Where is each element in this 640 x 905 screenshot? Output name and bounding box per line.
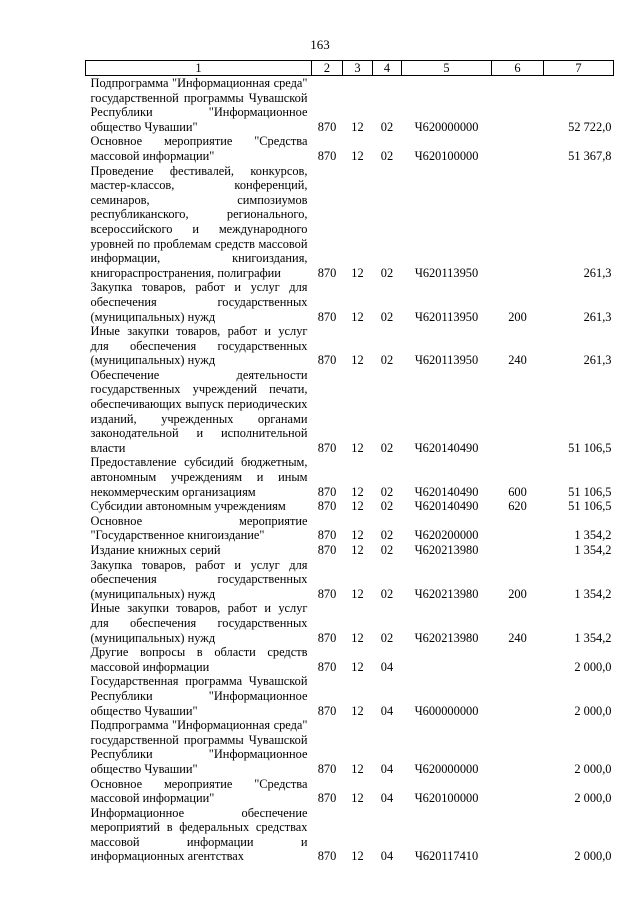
column-header-5: 5 [402, 61, 492, 76]
table-row [86, 76, 614, 135]
target-article-code: Ч620113950 [414, 265, 479, 280]
subsection-code: 02 [380, 265, 394, 280]
section-code: 12 [351, 849, 364, 864]
row-name: Основное мероприятие "Средства массовой информации" [90, 134, 308, 163]
section-code: 12 [351, 265, 364, 280]
subsection-code: 02 [380, 630, 394, 645]
target-article-code: Ч620000000 [414, 761, 479, 776]
row-name: Информационное обеспечение мероприятий в федеральных средствах массовой информации и информационных агентствах [90, 805, 308, 864]
ministry-code: 870 [317, 309, 337, 324]
target-article-code: Ч620100000 [414, 791, 479, 806]
section-code: 12 [351, 528, 364, 543]
row-name: Иные закупки товаров, работ и услуг для обеспечения государственных (муниципальных) нужд [90, 601, 308, 645]
section-code: 12 [351, 119, 364, 134]
target-article-code: Ч620213980 [414, 586, 479, 601]
subsection-code: 02 [380, 148, 394, 163]
row-name: Государственная программа Чувашской Республики "Информационное общество Чувашии" [90, 674, 308, 718]
table-row [86, 777, 614, 806]
amount-value: 261,3 [583, 265, 612, 280]
subsection-code: 02 [380, 119, 394, 134]
row-name: Субсидии автономным учреждениям [90, 499, 286, 514]
section-code: 12 [351, 791, 364, 806]
table-row [86, 514, 614, 543]
table-row [86, 601, 614, 645]
expense-type-code [492, 368, 544, 456]
ministry-code: 870 [317, 119, 337, 134]
target-article-code: Ч620140490 [414, 499, 479, 514]
target-article-code: Ч620113950 [414, 309, 479, 324]
table-row [86, 280, 614, 324]
row-name: Предоставление субсидий бюджетным, автономным учреждениям и иным некоммерческим организациям [90, 455, 308, 499]
subsection-code: 02 [380, 528, 394, 543]
section-code: 12 [351, 353, 364, 368]
target-article-code: Ч620117410 [414, 849, 479, 864]
column-header-7: 7 [544, 61, 614, 76]
amount-value: 51 106,5 [568, 484, 612, 499]
column-header-2: 2 [312, 61, 343, 76]
table-row [86, 368, 614, 456]
section-code: 12 [351, 148, 364, 163]
expense-type-code: 600 [508, 484, 527, 499]
column-header-6: 6 [492, 61, 544, 76]
expense-type-code: 240 [508, 630, 527, 645]
ministry-code: 870 [317, 353, 337, 368]
table-row [86, 455, 614, 499]
subsection-code: 02 [380, 309, 394, 324]
ministry-code: 870 [317, 265, 337, 280]
column-header-4: 4 [373, 61, 402, 76]
ministry-code: 870 [317, 849, 337, 864]
ministry-code: 870 [317, 499, 337, 514]
amount-value: 261,3 [583, 309, 612, 324]
target-article-code: Ч620213980 [414, 630, 479, 645]
target-article-code: Ч620200000 [414, 528, 479, 543]
row-name: Другие вопросы в области средств массовой информации [90, 645, 308, 674]
expense-type-code [492, 777, 544, 806]
target-article-code: Ч620213980 [414, 543, 479, 557]
ministry-code: 870 [317, 148, 337, 163]
section-code: 12 [351, 586, 364, 601]
row-name: Закупка товаров, работ и услуг для обеспечения государственных (муниципальных) нужд [90, 557, 308, 601]
amount-value: 2 000,0 [574, 659, 612, 674]
ministry-code: 870 [317, 791, 337, 806]
amount-value: 2 000,0 [574, 761, 612, 776]
page-number: 163 [310, 37, 330, 52]
expense-type-code [492, 76, 544, 135]
budget-table [85, 60, 614, 864]
table-body [86, 76, 614, 865]
subsection-code: 04 [380, 659, 394, 674]
row-name: Основное мероприятие "Средства массовой информации" [90, 776, 308, 806]
row-name: Закупка товаров, работ и услуг для обеспечения государственных (муниципальных) нужд [90, 280, 308, 324]
row-name: Подпрограмма "Информационная среда" государственной программы Чувашской Республики "Информационное общество Чувашии" [90, 718, 308, 776]
expense-type-code [492, 134, 544, 163]
amount-value: 51 367,8 [568, 148, 612, 163]
subsection-code: 02 [380, 499, 394, 514]
section-code: 12 [351, 659, 364, 674]
ministry-code: 870 [317, 659, 337, 674]
row-name: Иные закупки товаров, работ и услуг для обеспечения государственных (муниципальных) нужд [90, 324, 308, 368]
expense-type-code [492, 718, 544, 776]
expense-type-code [492, 164, 544, 281]
table-row [86, 164, 614, 281]
subsection-code: 02 [380, 484, 394, 499]
expense-type-code [492, 645, 544, 674]
amount-value: 2 000,0 [574, 849, 612, 864]
expense-type-code: 200 [508, 586, 527, 601]
ministry-code: 870 [317, 440, 337, 455]
expense-type-code: 620 [508, 499, 527, 514]
table-row [86, 718, 614, 776]
column-header-3: 3 [343, 61, 373, 76]
expense-type-code: 240 [508, 353, 527, 368]
ministry-code: 870 [317, 543, 337, 557]
row-name: Проведение фестивалей, конкурсов, мастер-классов, конференций, семинаров, симпозиумов республиканского, регионального, всероссийского и международного уровней по проблемам средств массовой информации, книгоиздания, книгораспространения, полиграфии [90, 163, 308, 280]
table-header [86, 61, 614, 76]
table-row [86, 324, 614, 368]
section-code: 12 [351, 703, 364, 718]
row-name: Подпрограмма "Информационная среда" государственной программы Чувашской Республики "Информационное общество Чувашии" [90, 76, 308, 134]
target-article-code: Ч620000000 [414, 119, 479, 134]
subsection-code: 04 [380, 849, 394, 864]
row-name: Издание книжных серий [90, 543, 221, 557]
amount-value: 2 000,0 [574, 703, 612, 718]
column-header-1: 1 [86, 61, 312, 76]
subsection-code: 02 [380, 543, 394, 557]
amount-value: 1 354,2 [574, 543, 612, 557]
table-row [86, 543, 614, 558]
amount-value: 52 722,0 [568, 119, 612, 134]
subsection-code: 04 [380, 761, 394, 776]
subsection-code: 04 [380, 703, 394, 718]
section-code: 12 [351, 499, 364, 514]
amount-value: 1 354,2 [574, 528, 612, 543]
subsection-code: 02 [380, 353, 394, 368]
amount-value: 1 354,2 [574, 630, 612, 645]
amount-value: 51 106,5 [568, 440, 612, 455]
subsection-code: 04 [380, 791, 394, 806]
section-code: 12 [351, 543, 364, 557]
section-code: 12 [351, 761, 364, 776]
section-code: 12 [351, 309, 364, 324]
ministry-code: 870 [317, 703, 337, 718]
ministry-code: 870 [317, 761, 337, 776]
expense-type-code [492, 514, 544, 543]
row-name: Обеспечение деятельности государственных учреждений печати, обеспечивающих выпуск периодических изданий, учрежденных органами законодательной и исполнительной власти [90, 367, 308, 455]
table-row [86, 558, 614, 602]
section-code: 12 [351, 440, 364, 455]
expense-type-code [492, 806, 544, 864]
table-row [86, 134, 614, 163]
expense-type-code [492, 543, 544, 558]
amount-value: 261,3 [583, 353, 612, 368]
amount-value: 1 354,2 [574, 586, 612, 601]
section-code: 12 [351, 630, 364, 645]
table-row [86, 499, 614, 514]
target-article-code: Ч620113950 [414, 353, 479, 368]
column-number-row [86, 61, 614, 76]
ministry-code: 870 [317, 630, 337, 645]
ministry-code: 870 [317, 586, 337, 601]
section-code: 12 [351, 484, 364, 499]
table-row [86, 674, 614, 718]
row-name: Основное мероприятие "Государственное книгоиздание" [90, 513, 308, 543]
target-article-code [402, 645, 492, 674]
expense-type-code [492, 674, 544, 718]
ministry-code: 870 [317, 528, 337, 543]
amount-value: 51 106,5 [568, 499, 612, 514]
target-article-code: Ч620140490 [414, 484, 479, 499]
target-article-code: Ч620100000 [414, 148, 479, 163]
subsection-code: 02 [380, 440, 394, 455]
amount-value: 2 000,0 [574, 791, 612, 806]
table-row [86, 645, 614, 674]
expense-type-code: 200 [508, 309, 527, 324]
target-article-code: Ч620140490 [414, 440, 479, 455]
target-article-code: Ч600000000 [414, 703, 479, 718]
ministry-code: 870 [317, 484, 337, 499]
table-row [86, 806, 614, 864]
subsection-code: 02 [380, 586, 394, 601]
